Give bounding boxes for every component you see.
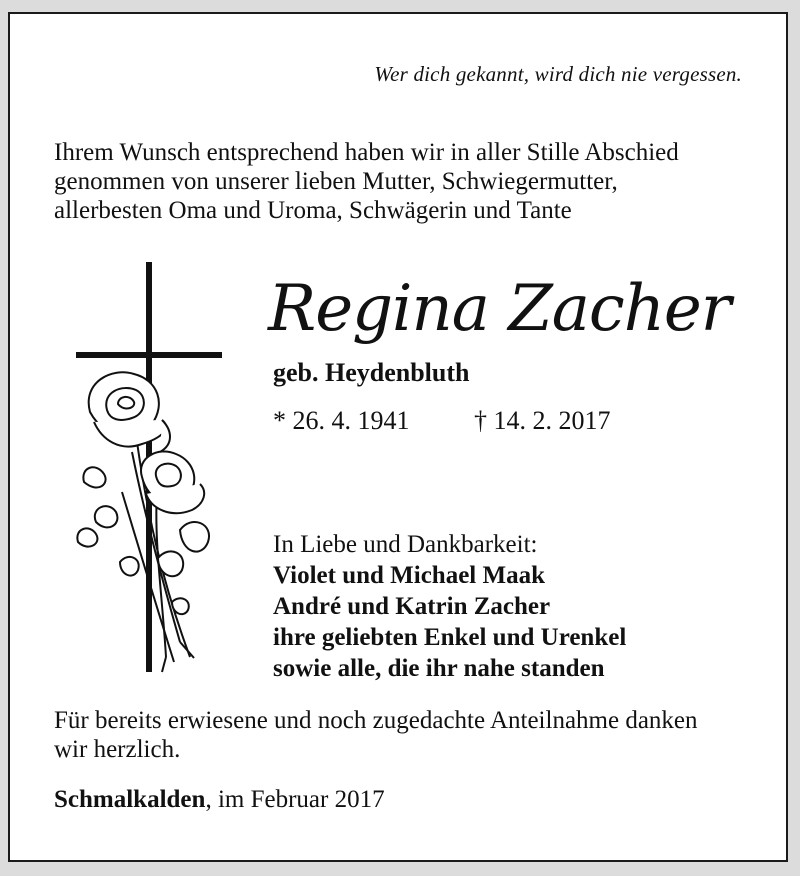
birth-date: * 26. 4. 1941	[273, 406, 410, 435]
thanks-line: wir herzlich.	[54, 736, 181, 763]
family-intro: In Liebe und Dankbarkeit:	[273, 531, 538, 558]
family-member: sowie alle, die ihr nahe standen	[273, 655, 605, 682]
life-dates	[273, 406, 611, 436]
birth-name: geb. Heydenbluth	[273, 358, 470, 387]
death-date: † 14. 2. 2017	[474, 406, 611, 435]
cross-with-roses-icon	[62, 262, 242, 682]
intro-line: Ihrem Wunsch entsprechend haben wir in aller Stille Abschied	[54, 139, 679, 166]
deceased-name: Regina Zacher	[268, 272, 731, 346]
intro-text	[54, 138, 754, 225]
place-city: Schmalkalden	[54, 786, 206, 813]
motto: Wer dich gekannt, wird dich nie vergessen.	[374, 62, 742, 86]
thanks-line: Für bereits erwiesene und noch zugedachte Anteilnahme danken	[54, 707, 698, 734]
family-member: André und Katrin Zacher	[273, 593, 551, 620]
place-date: , im Februar 2017	[205, 786, 385, 813]
family-member: Violet und Michael Maak	[273, 562, 545, 589]
thanks-text	[54, 706, 774, 764]
family-member: ihre geliebten Enkel und Urenkel	[273, 624, 627, 651]
intro-line: allerbesten Oma und Uroma, Schwägerin und Tante	[54, 197, 572, 224]
intro-line: genommen von unserer lieben Mutter, Schwiegermutter,	[54, 168, 618, 195]
family-block	[273, 529, 626, 684]
place-and-date	[54, 786, 385, 814]
obituary-notice	[8, 12, 788, 862]
